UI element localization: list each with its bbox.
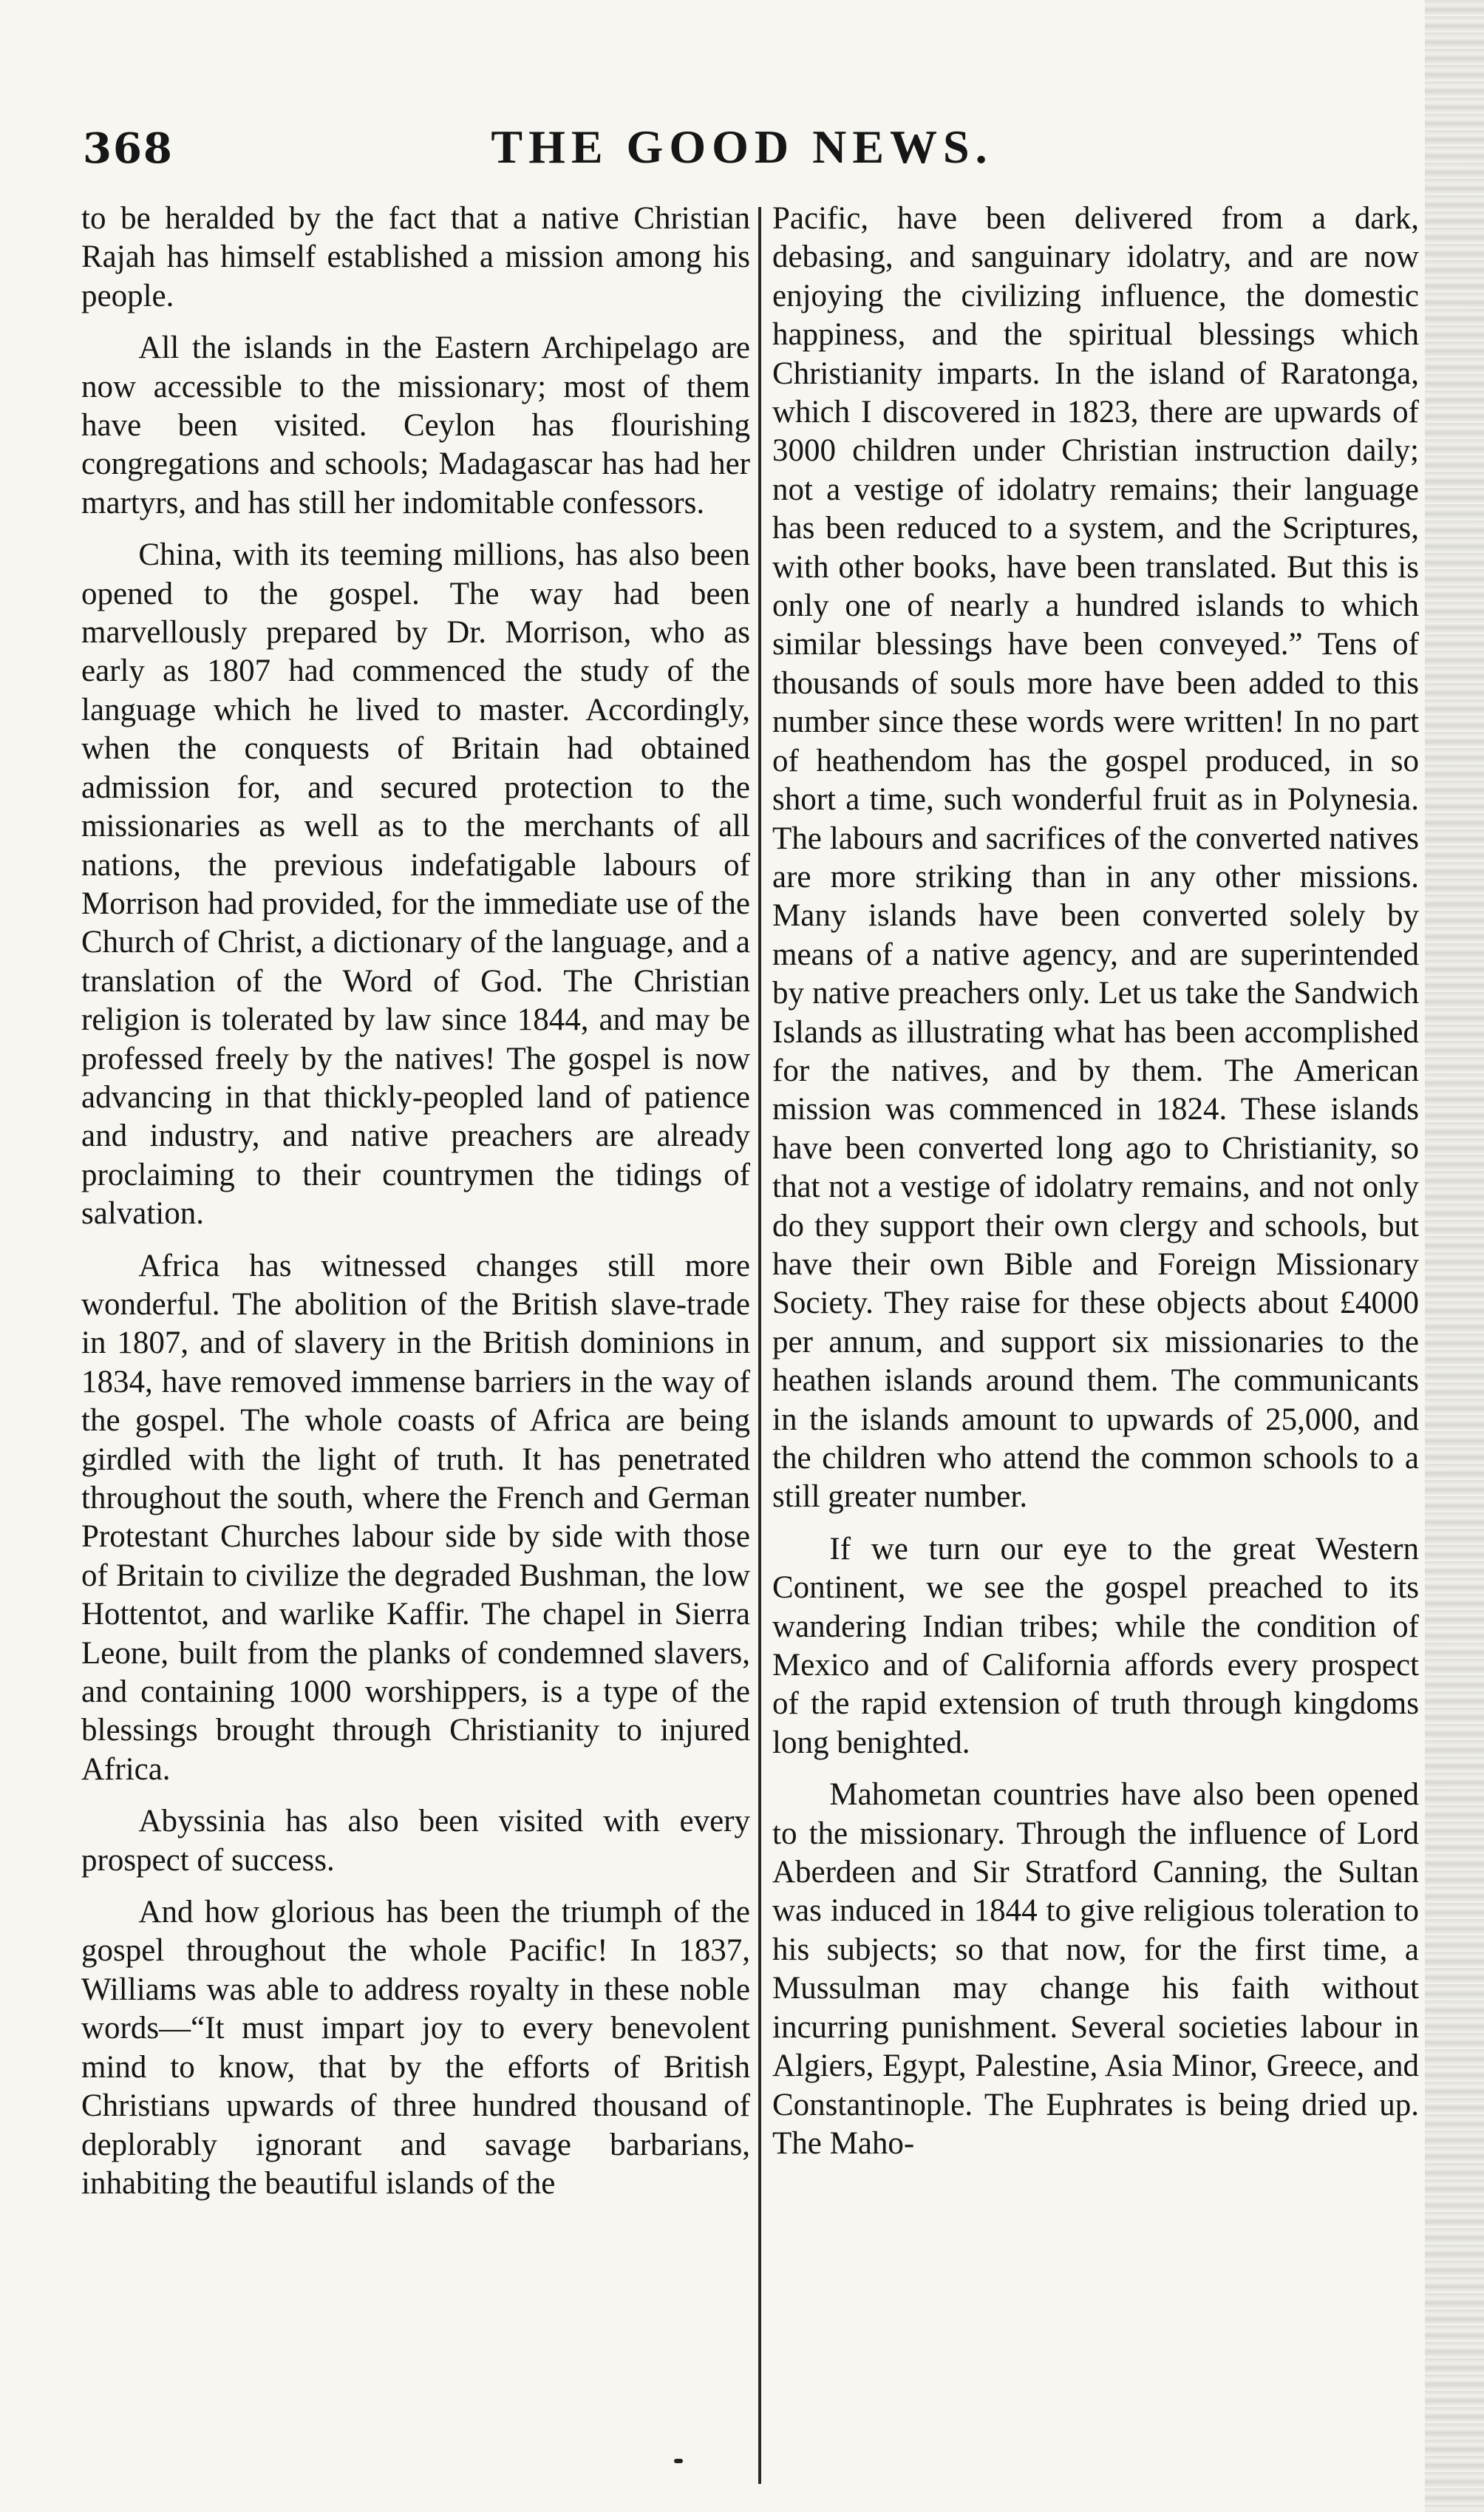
right-column	[772, 200, 1419, 2163]
page-edge-shadow	[1425, 0, 1484, 2512]
paragraph: Mahometan countries have also been opened to the missionary. Through the influence of Lord Aberdeen and Sir Stratford Canning, the Sultan was induced in 1844 to give religious toleration to his subjects; so that now, for the first time, a Mussulman may change his faith without incurring punishment. Several societies labour in Algiers, Egypt, Palestine, Asia Minor, Greece, and Constantinople. The Euphrates is being dried up. The Maho-	[772, 1777, 1419, 2161]
column-divider	[758, 207, 761, 2484]
paragraph: Abyssinia has also been visited with every prospect of success.	[81, 1804, 750, 1878]
paragraph: to be heralded by the fact that a native Christian Rajah has himself established a mission among his people.	[81, 201, 750, 313]
page-number: 368	[83, 124, 174, 173]
paragraph: China, with its teeming millions, has also been opened to the gospel. The way had been marvellously prepared by Dr. Morrison, who as early as 1807 had commenced the study of the language which he lived to master. Accordingly, when the conquests of Britain had obtained admission for, and secured protection to the missionaries as well as to the merchants of all nations, the previous indefatigable labours of Morrison had provided, for the immediate use of the Church of Christ, a dictionary of the language, and a translation of the Word of God. The Christian religion is tolerated by law since 1844, and may be professed freely by the natives! The gospel is now advancing in that thickly-peopled land of patience and industry, and native preachers are already proclaiming to their countrymen the tidings of salvation.	[81, 537, 750, 1232]
paragraph: If we turn our eye to the great Western Continent, we see the gospel preached to its wandering Indian tribes; while the condition of Mexico and of California affords every prospect of the rapid extension of truth through kingdoms long benighted.	[772, 1531, 1419, 1760]
paragraph: Africa has witnessed changes still more wonderful. The abolition of the British slave-trade in 1807, and of slavery in the British dominions in 1834, have removed immense barriers in the way of the gospel. The whole coasts of Africa are being girdled with the light of truth. It has penetrated throughout the south, where the French and German Protestant Churches labour side by side with those of Britain to civilize the degraded Bushman, the low Hottentot, and warlike Kaffir. The chapel in Sierra Leone, built from the planks of condemned slavers, and containing 1000 worshippers, is a type of the blessings brought through Christianity to injured Africa.	[81, 1248, 750, 1787]
running-title: THE GOOD NEWS.	[491, 120, 993, 173]
paragraph: All the islands in the Eastern Archipelago are now accessible to the missionary; most of them have been visited. Ceylon has flourishing congregations and schools; Madagascar has had her martyrs, and has still her indomitable confessors.	[81, 330, 750, 520]
left-column	[81, 200, 750, 2203]
print-mark	[674, 2459, 683, 2463]
paragraph: And how glorious has been the triumph of the gospel throughout the whole Pacific! In 1837, Williams was able to address royalty in these noble words—“It must impart joy to every benevolent mind to know, that by the efforts of British Christians upwards of three hundred thousand of deplorably ignorant and savage barbarians, inhabiting the beautiful islands of the	[81, 1895, 750, 2201]
paragraph: Pacific, have been delivered from a dark, debasing, and sanguinary idolatry, and are now enjoying the civilizing influence, the domestic happiness, and the spiritual blessings which Christianity imparts. In the island of Raratonga, which I discovered in 1823, there are upwards of 3000 children under Christian instruction daily; not a vestige of idolatry remains; their language has been reduced to a system, and the Scriptures, with other books, have been translated. But this is only one of nearly a hundred islands to which similar blessings have been conveyed.” Tens of thousands of souls more have been added to this number since these words were written! In no part of heathendom has the gospel produced, in so short a time, such wonderful fruit as in Polynesia. The labours and sacrifices of the converted natives are more striking than in any other missions. Many islands have been converted solely by means of a native agency, and are superintended by native preachers only. Let us take the Sandwich Islands as illustrating what has been accomplished for the natives, and by them. The American mission was commenced in 1824. These islands have been converted long ago to Christianity, so that not a vestige of idolatry remains, and not only do they support their own clergy and schools, but have their own Bible and Foreign Missionary Society. They raise for these objects about £4000 per annum, and support six missionaries to the heathen islands around them. The communicants in the islands amount to upwards of 25,000, and the children who attend the common schools to a still greater number.	[772, 201, 1419, 1515]
